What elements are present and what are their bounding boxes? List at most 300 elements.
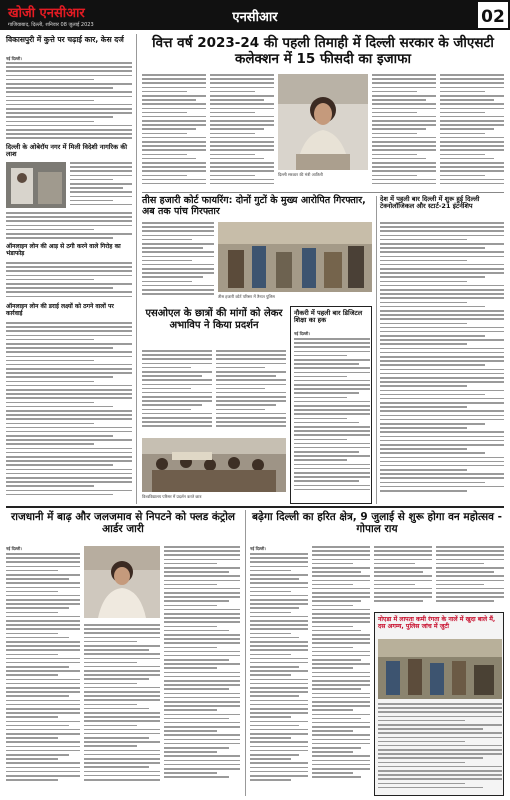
text-line — [210, 128, 264, 130]
text-line — [380, 423, 485, 425]
text-line — [84, 637, 160, 639]
text-line — [84, 725, 137, 727]
bottom-box-photo — [378, 639, 502, 699]
column-rule — [136, 34, 137, 504]
text-line — [210, 82, 274, 84]
text-line — [312, 580, 370, 582]
text-line — [250, 666, 299, 668]
text-line — [294, 397, 347, 399]
text-line — [380, 360, 504, 362]
bottom-left-body-col1 — [6, 553, 80, 795]
text-line — [312, 667, 353, 669]
text-line — [6, 767, 80, 769]
story3-headline: ऑनलाइन लोन की आड़ से ठगी करने वाले गिरोह का भंडाफोड़ — [6, 243, 121, 257]
text-line — [6, 741, 80, 743]
text-line — [312, 768, 370, 770]
text-line — [6, 372, 132, 374]
text-line — [312, 554, 370, 556]
text-line — [6, 279, 94, 281]
text-line — [164, 609, 240, 611]
text-line — [164, 638, 240, 640]
text-line — [216, 417, 286, 419]
text-line — [164, 676, 240, 678]
text-line — [6, 654, 58, 656]
text-line — [142, 409, 191, 411]
text-line — [380, 268, 504, 270]
story4-headline: ऑनलाइन लोन की डराई लक्ष्यों को ठगने वालों पर कार्रवाई — [6, 303, 114, 317]
text-line — [440, 120, 504, 122]
text-line — [6, 683, 80, 685]
second-headline: तीस हजारी कोर्ट फायरिंग: दोनों गुटों के मुख्य आरोपित गिरफ्तार, अब तक पांच गिरफ्तार — [142, 195, 366, 217]
text-line — [380, 448, 467, 450]
text-line — [6, 381, 94, 383]
text-line — [312, 718, 361, 720]
text-line — [436, 546, 504, 548]
lead-headline: वित्त वर्ष 2023-24 की पहली तिमाही में दिल्ली सरकार के जीएसटी कलेक्शन में 15 फीसदी का इजाफा — [152, 35, 494, 67]
text-line — [250, 674, 291, 676]
text-line — [164, 592, 240, 594]
text-line — [6, 758, 58, 760]
text-line — [312, 755, 370, 757]
text-line — [312, 638, 370, 640]
text-line — [6, 708, 80, 710]
text-line — [70, 191, 132, 193]
text-line — [250, 771, 308, 773]
text-line — [378, 757, 483, 759]
text-line — [6, 322, 132, 324]
text-line — [436, 600, 494, 602]
text-line — [250, 624, 308, 626]
text-line — [380, 314, 504, 316]
text-line — [210, 145, 274, 147]
text-line — [294, 367, 370, 369]
text-line — [6, 464, 113, 466]
text-line — [250, 708, 308, 710]
text-line — [6, 607, 69, 609]
text-line — [6, 637, 69, 639]
text-line — [312, 609, 370, 611]
text-line — [142, 417, 212, 419]
bottom-left-headline: राजधानी में बाढ़ और जलजमाव से निपटने को फ्लड कंट्रोल आर्डर जारी — [10, 511, 236, 536]
text-line — [294, 413, 370, 415]
text-line — [372, 108, 436, 110]
text-line — [6, 750, 80, 752]
page-number: 02 — [476, 0, 510, 30]
text-line — [142, 247, 203, 249]
text-line — [372, 170, 436, 172]
text-line — [380, 356, 504, 358]
text-line — [6, 121, 94, 123]
text-line — [436, 563, 484, 565]
text-line — [250, 767, 308, 769]
text-line — [380, 486, 504, 488]
text-line — [164, 600, 229, 602]
text-line — [312, 684, 370, 686]
text-line — [380, 452, 485, 454]
text-line — [312, 701, 370, 703]
bottom-right-body-col1 — [250, 553, 308, 795]
text-line — [142, 183, 206, 185]
text-line — [216, 421, 286, 423]
text-line — [312, 621, 370, 623]
student-body-col1 — [142, 350, 212, 434]
text-line — [380, 272, 504, 274]
text-line — [6, 330, 132, 332]
text-line — [6, 225, 132, 227]
text-line — [436, 559, 504, 561]
text-line — [142, 379, 212, 381]
bottom-box — [374, 612, 504, 796]
text-line — [6, 620, 80, 622]
text-line — [372, 103, 436, 105]
lead-divider — [142, 192, 504, 193]
text-line — [250, 607, 299, 609]
text-line — [6, 431, 132, 433]
text-line — [312, 617, 370, 619]
text-line — [250, 779, 291, 781]
text-line — [380, 318, 504, 320]
text-line — [84, 699, 160, 701]
text-line — [6, 104, 132, 106]
text-line — [164, 550, 240, 552]
text-line — [6, 591, 58, 593]
text-line — [6, 716, 58, 718]
text-line — [312, 563, 353, 565]
text-line — [210, 78, 274, 80]
right-brief-headline: देश में पहली बार दिल्ली में शुरू हुई दिल्ली टेक्नोलॉजिकल और स्टार्ट-21 इंटर्नशिप — [380, 195, 480, 211]
text-line — [6, 220, 132, 222]
text-line — [440, 141, 504, 143]
text-line — [380, 415, 504, 417]
text-line — [312, 642, 370, 644]
second-photo-caption: तीस हजारी कोर्ट परिसर में तैनात पुलिस — [218, 294, 275, 299]
text-line — [440, 95, 504, 97]
text-line — [6, 116, 113, 118]
text-line — [6, 649, 80, 651]
text-line — [312, 672, 370, 674]
text-line — [312, 709, 353, 711]
text-line — [164, 722, 240, 724]
text-line — [436, 584, 484, 586]
text-line — [372, 87, 436, 89]
text-line — [84, 695, 160, 697]
text-line — [142, 230, 214, 232]
text-line — [380, 235, 504, 237]
text-line — [84, 712, 160, 714]
text-line — [6, 229, 94, 231]
text-line — [142, 251, 214, 253]
text-line — [374, 596, 432, 598]
text-line — [294, 355, 347, 357]
text-line — [380, 306, 485, 308]
text-line — [294, 459, 347, 461]
text-line — [6, 125, 132, 127]
text-line — [374, 571, 423, 573]
brand-logo: खोजी एनसीआर — [8, 6, 85, 21]
text-line — [84, 649, 149, 651]
text-line — [378, 783, 465, 785]
text-line — [216, 371, 286, 373]
text-line — [6, 83, 132, 85]
text-line — [6, 414, 132, 416]
text-line — [210, 99, 264, 101]
lead-photo — [278, 74, 368, 170]
text-line — [84, 741, 160, 743]
text-line — [6, 469, 132, 471]
text-line — [312, 600, 361, 602]
text-line — [164, 584, 217, 586]
text-line — [84, 771, 160, 773]
text-line — [6, 448, 132, 450]
text-line — [294, 376, 347, 378]
text-line — [250, 662, 308, 664]
text-line — [250, 658, 308, 660]
text-line — [164, 647, 217, 649]
bottom-box-headline: नोएडा में लापता कमी रंगता के नालें में खुदा बाले मैं, दस अगम्य, पुलिस जांच में जुटी — [378, 616, 496, 631]
box-story-headline: नौकरी में पहली बार डिजिटल शिक्षा का हक — [294, 309, 363, 325]
text-line — [250, 612, 291, 614]
text-line — [164, 743, 240, 745]
text-line — [294, 489, 370, 491]
text-line — [164, 684, 240, 686]
text-line — [6, 266, 132, 268]
text-line — [84, 729, 160, 731]
text-line — [142, 99, 196, 101]
text-line — [210, 158, 264, 160]
text-line — [142, 137, 206, 139]
text-line — [84, 683, 137, 685]
text-line — [216, 392, 286, 394]
text-line — [6, 599, 80, 601]
text-line — [250, 725, 299, 727]
text-line — [380, 402, 504, 404]
text-line — [6, 100, 94, 102]
text-line — [142, 87, 206, 89]
text-line — [294, 422, 359, 424]
lead-photo-caption: दिल्ली सरकार की मंत्री आतिशी — [278, 172, 323, 177]
text-line — [250, 628, 308, 630]
text-line — [6, 473, 132, 475]
text-line — [294, 472, 370, 474]
text-line — [380, 243, 504, 245]
text-line — [250, 553, 308, 555]
text-line — [84, 678, 149, 680]
text-line — [142, 222, 214, 224]
text-line — [250, 557, 308, 559]
text-line — [70, 170, 132, 172]
text-line — [6, 275, 132, 277]
text-line — [380, 335, 485, 337]
text-line — [378, 711, 502, 713]
text-line — [250, 750, 308, 752]
text-line — [210, 112, 255, 114]
text-line — [372, 116, 436, 118]
text-line — [440, 78, 504, 80]
text-line — [372, 91, 417, 93]
text-line — [142, 363, 212, 365]
text-line — [164, 655, 240, 657]
text-line — [312, 546, 370, 548]
text-line — [142, 367, 191, 369]
bottom-left-byline: नई दिल्ली। — [6, 546, 22, 551]
text-line — [372, 78, 436, 80]
text-line — [312, 651, 370, 653]
text-line — [6, 129, 132, 131]
text-line — [164, 718, 229, 720]
text-line — [440, 145, 504, 147]
text-line — [6, 460, 132, 462]
text-line — [380, 394, 485, 396]
text-line — [380, 247, 485, 249]
text-line — [436, 567, 504, 569]
text-line — [164, 567, 240, 569]
text-line — [142, 293, 214, 295]
text-line — [372, 112, 417, 114]
text-line — [294, 338, 370, 340]
text-line — [142, 175, 187, 177]
text-line — [312, 550, 370, 552]
text-line — [6, 423, 94, 425]
text-line — [250, 712, 308, 714]
text-line — [6, 616, 80, 618]
text-line — [84, 628, 160, 630]
text-line — [142, 170, 206, 172]
text-line — [312, 739, 370, 741]
text-line — [210, 95, 274, 97]
text-line — [142, 384, 212, 386]
text-line — [6, 754, 69, 756]
text-line — [84, 666, 160, 668]
text-line — [6, 402, 94, 404]
text-line — [6, 746, 80, 748]
text-line — [374, 546, 432, 548]
text-line — [6, 216, 132, 218]
text-line — [294, 351, 370, 353]
text-line — [216, 384, 286, 386]
text-line — [312, 588, 370, 590]
text-line — [210, 108, 274, 110]
text-line — [436, 550, 504, 552]
student-photo — [142, 438, 286, 492]
text-line — [380, 482, 485, 484]
text-line — [250, 633, 291, 635]
text-line — [294, 464, 370, 466]
text-line — [164, 772, 217, 774]
text-line — [84, 716, 160, 718]
text-line — [164, 554, 240, 556]
text-line — [70, 204, 132, 206]
text-line — [294, 426, 370, 428]
text-line — [250, 691, 308, 693]
text-line — [6, 771, 80, 773]
text-line — [380, 440, 504, 442]
text-line — [6, 695, 69, 697]
text-line — [84, 687, 160, 689]
text-line — [312, 630, 361, 632]
text-line — [380, 364, 485, 366]
text-line — [6, 570, 58, 572]
text-line — [6, 212, 132, 214]
text-line — [378, 732, 502, 734]
text-line — [380, 293, 504, 295]
date-line: गाजियाबाद, दिल्ली, शनिवार 08 जुलाई 2023 — [8, 22, 94, 28]
text-line — [164, 617, 240, 619]
text-line — [70, 166, 132, 168]
text-line — [378, 720, 465, 722]
text-line — [380, 377, 504, 379]
text-line — [142, 103, 206, 105]
text-line — [6, 393, 132, 395]
text-line — [312, 726, 370, 728]
text-line — [142, 371, 212, 373]
text-line — [372, 162, 436, 164]
text-line — [142, 404, 202, 406]
text-line — [250, 561, 308, 563]
text-line — [216, 350, 286, 352]
text-line — [70, 175, 132, 177]
text-line — [380, 289, 504, 291]
text-line — [84, 758, 160, 760]
text-line — [380, 457, 504, 459]
text-line — [312, 655, 370, 657]
text-line — [312, 596, 370, 598]
text-line — [250, 595, 308, 597]
text-line — [6, 691, 80, 693]
text-line — [142, 179, 206, 181]
text-line — [372, 149, 436, 151]
text-line — [312, 605, 353, 607]
text-line — [164, 667, 217, 669]
text-line — [210, 175, 255, 177]
text-line — [6, 725, 69, 727]
text-line — [372, 74, 436, 76]
story1-byline: नई दिल्ली। — [6, 56, 22, 61]
text-line — [372, 154, 417, 156]
text-line — [6, 427, 132, 429]
text-line — [312, 734, 370, 736]
text-line — [378, 770, 502, 772]
text-line — [216, 375, 276, 377]
text-line — [142, 354, 212, 356]
column-rule — [245, 510, 246, 796]
text-line — [142, 413, 212, 415]
text-line — [6, 283, 132, 285]
text-line — [210, 179, 274, 181]
text-line — [210, 170, 274, 172]
text-line — [6, 91, 132, 93]
text-line — [216, 367, 265, 369]
text-line — [6, 733, 80, 735]
text-line — [84, 704, 137, 706]
story2-body — [6, 212, 132, 242]
text-line — [216, 413, 286, 415]
text-line — [6, 87, 113, 89]
text-line — [294, 401, 370, 403]
text-line — [84, 750, 160, 752]
text-line — [250, 649, 308, 651]
text-line — [142, 141, 206, 143]
text-line — [142, 396, 212, 398]
text-line — [294, 342, 370, 344]
text-line — [210, 124, 274, 126]
text-line — [312, 722, 370, 724]
text-line — [164, 726, 240, 728]
text-line — [6, 712, 80, 714]
text-line — [250, 670, 308, 672]
text-line — [294, 455, 370, 457]
text-line — [142, 388, 191, 390]
text-line — [440, 124, 504, 126]
